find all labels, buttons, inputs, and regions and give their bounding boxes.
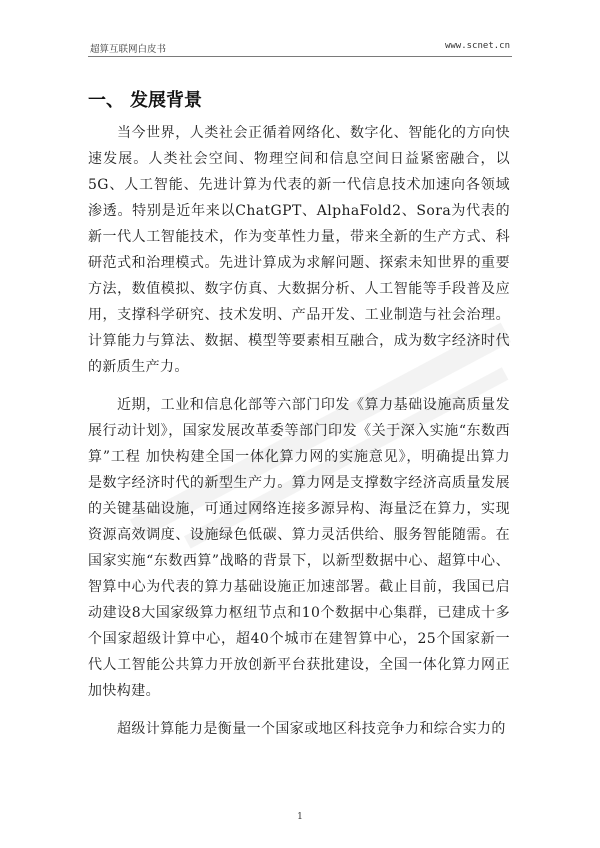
paragraph-1: 当今世界，人类社会正循着网络化、数字化、智能化的方向快速发展。人类社会空间、物理空间和信息空间日益紧密融合，以5G、人工智能、先进计算为代表的新一代信息技术加速向各领域渗透。特别是近年来以ChatGPT、AlphaFold2、Sora为代表的新一代人工智能技术，作为变革性力量，带来全新的生产方式、科研范式和治理模式。先进计算成为求解问题、探索未知世界的重要方法，数值模拟、数字仿真、大数据分析、人工智能等手段普及应用，支撑科学研究、技术发明、产品开发、工业制造与社会治理。计算能力与算法、数据、模型等要素相互融合，成为数字经济时代的新质生产力。 bbox=[88, 125, 510, 375]
document-body bbox=[88, 120, 510, 754]
paragraph-2: 近期，工业和信息化部等六部门印发《算力基础设施高质量发展行动计划》，国家发展改革委等部门印发《关于深入实施“东数西算”工程 加快构建全国一体化算力网的实施意见》，明确提出算力是数字经济时代的新型生产力。算力网是支撑数字经济高质量发展的关键基础设施，可通过网络连接多源异构、海量泛在算力，实现资源高效调度、设施绿色低碳、算力灵活供给、服务智能随需。在国家实施“东数西算”战略的背景下，以新型数据中心、超算中心、智算中心为代表的算力基础设施正加速部署。截止目前，我国已启动建设8大国家级算力枢纽节点和10个数据中心集群，已建成十多个国家超级计算中心，超40个城市在建智算中心，25个国家新一代人工智能公共算力开放创新平台获批建设，全国一体化算力网正加快构建。 bbox=[88, 397, 510, 699]
paragraph-3: 超级计算能力是衡量一个国家或地区科技竞争力和综合实力的 bbox=[117, 721, 506, 737]
section-title: 发展背景 bbox=[130, 90, 202, 111]
header-title: 超算互联网白皮书 bbox=[90, 44, 167, 55]
section-number: 一、 bbox=[88, 90, 124, 111]
page-footer bbox=[0, 812, 600, 822]
page-header bbox=[88, 40, 512, 57]
section-heading bbox=[88, 86, 202, 112]
header-url: www.scnet.cn bbox=[444, 41, 510, 51]
page-number: 1 bbox=[297, 812, 303, 822]
